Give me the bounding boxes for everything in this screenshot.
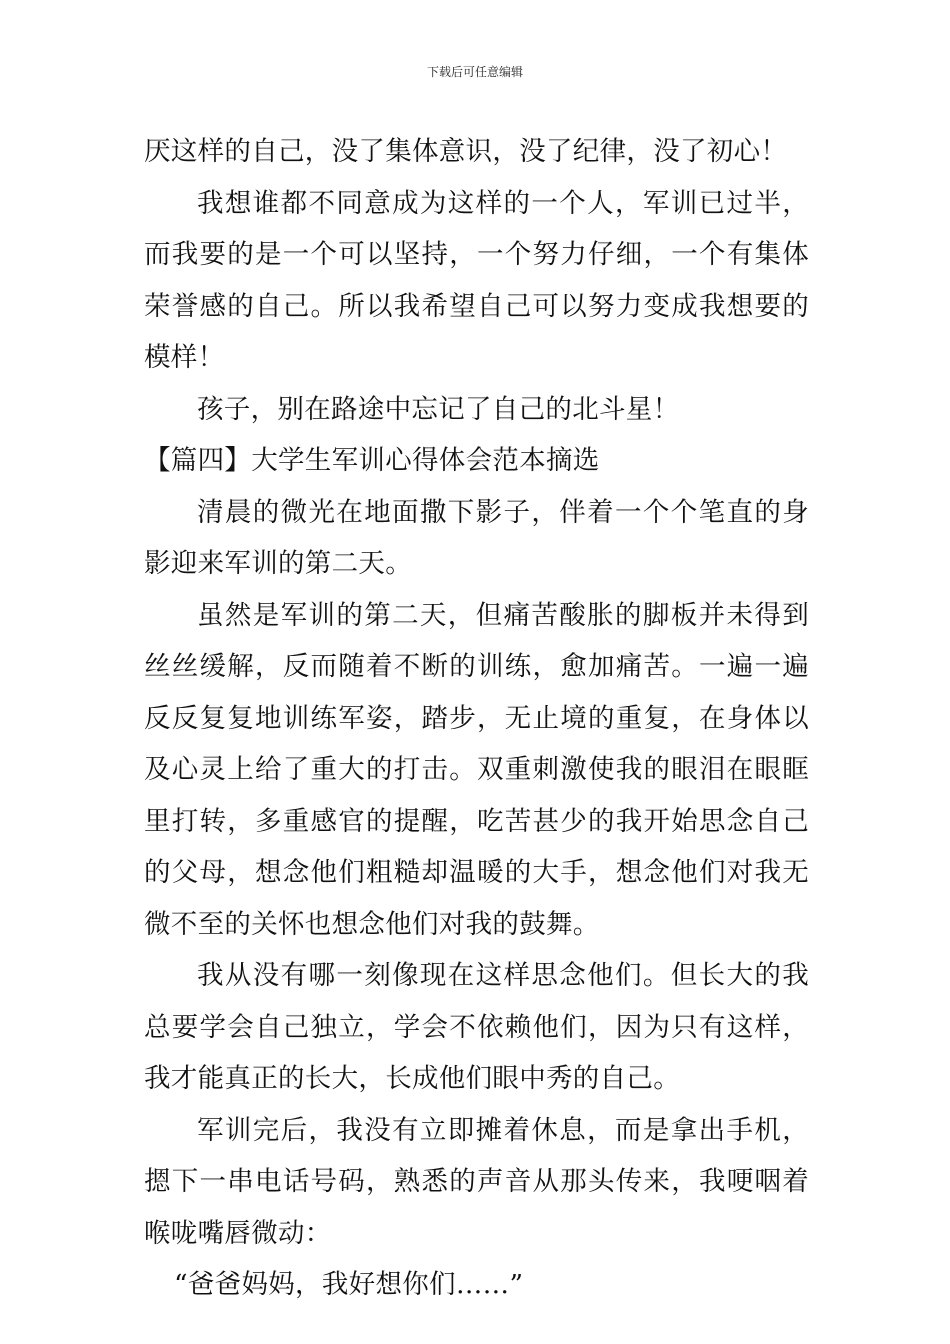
closing-quote: “爸爸妈妈，我好想你们……” <box>174 1269 524 1300</box>
section-heading: 【篇四】大学生军训心得体会范本摘选 <box>144 445 600 476</box>
document-body <box>144 126 809 1311</box>
continued-paragraph: 厌这样的自己，没了集体意识，没了纪律，没了初心！ <box>144 136 788 167</box>
paragraph-3: 清晨的微光在地面撒下影子，伴着一个个笔直的身影迎来军训的第二天。 <box>144 496 809 579</box>
paragraph-6: 军训完后，我没有立即摊着休息，而是拿出手机，摁下一串电话号码，熟悉的声音从那头传来，我哽咽着喉咙嘴唇微动： <box>144 1114 809 1249</box>
page-header: 下载后可任意编辑 <box>426 65 523 79</box>
paragraph-5: 我从没有哪一刻像现在这样思念他们。但长大的我总要学会自己独立，学会不依赖他们，因为只有这样，我才能真正的长大，长成他们眼中秀的自己。 <box>144 960 809 1094</box>
paragraph-1: 我想谁都不同意成为这样的一个人，军训已过半，而我要的是一个可以坚持，一个努力仔细，一个有集体荣誉感的自己。所以我希望自己可以努力变成我想要的模样！ <box>144 187 809 373</box>
paragraph-4: 虽然是军训的第二天，但痛苦酸胀的脚板并未得到丝丝缓解，反而随着不断的训练，愈加痛苦。一遍一遍反反复复地训练军姿，踏步，无止境的重复，在身体以及心灵上给了重大的打击。双重刺激使我的眼泪在眼眶里打转，多重感官的提醒，吃苦甚少的我开始思念自己的父母，想念他们粗糙却温暖的大手，想念他们对我无微不至的关怀也想念他们对我的鼓舞。 <box>144 599 809 940</box>
paragraph-2: 孩子，别在路途中忘记了自己的北斗星！ <box>197 393 680 425</box>
